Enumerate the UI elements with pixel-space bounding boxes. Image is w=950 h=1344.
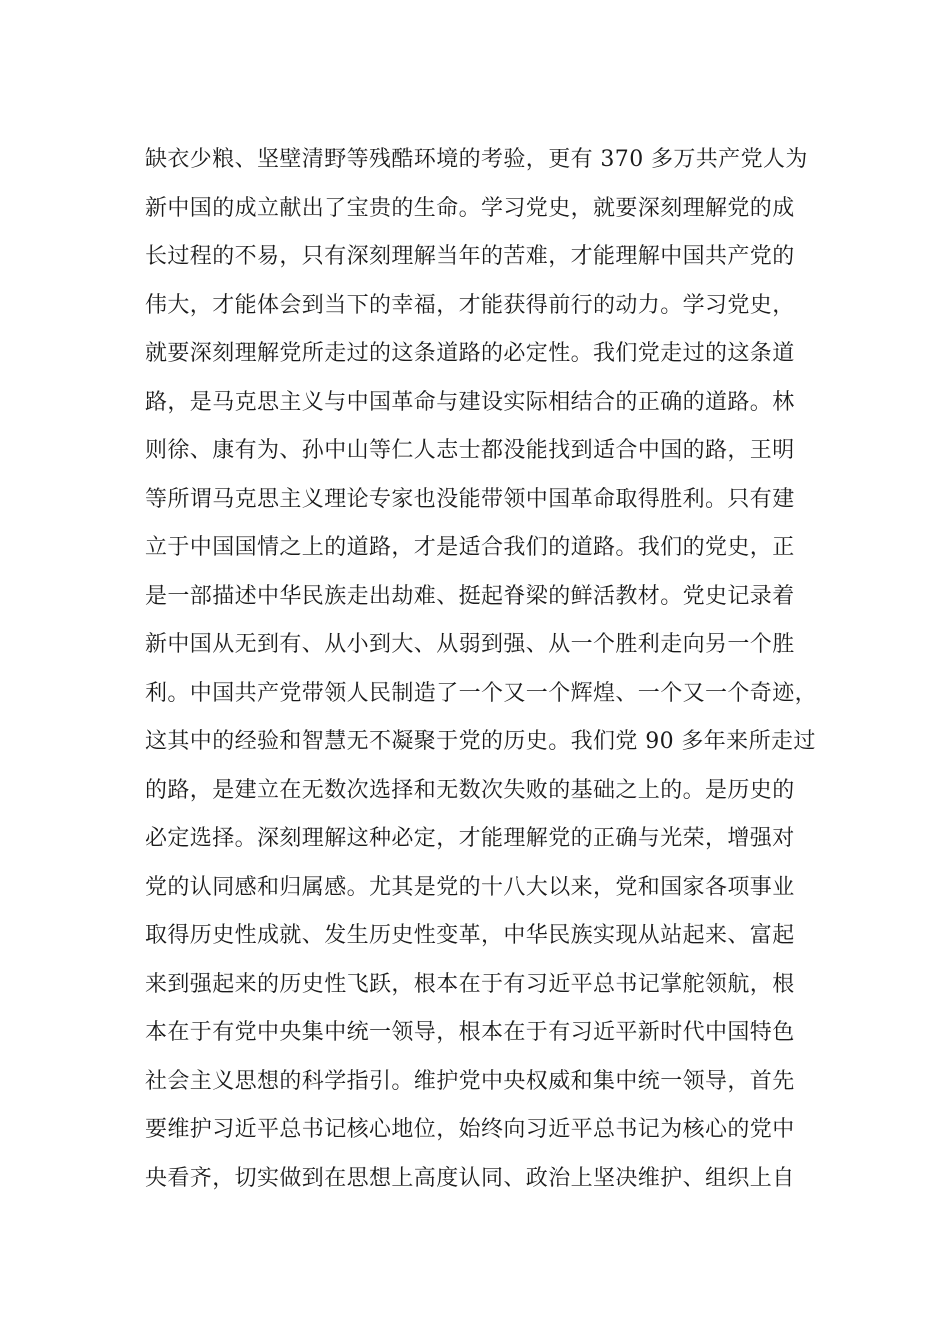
text-line: 缺衣少粮、坚壁清野等残酷环境的考验，更有 370 多万共产党人为 bbox=[145, 147, 808, 172]
text-line: 社会主义思想的科学指引。维护党中央权威和集中统一领导，首先 bbox=[145, 1068, 795, 1094]
text-line: 的路，是建立在无数次选择和无数次失败的基础之上的。是历史的 bbox=[145, 777, 795, 803]
text-line: 等所谓马克思主义理论专家也没能带领中国革命取得胜利。只有建 bbox=[145, 486, 795, 512]
text-line: 则徐、康有为、孙中山等仁人志士都没能找到适合中国的路，王明 bbox=[145, 438, 795, 463]
text-line: 就要深刻理解党所走过的这条道路的必定性。我们党走过的这条道 bbox=[145, 341, 795, 366]
text-line: 是一部描述中华民族走出劫难、挺起脊梁的鲜活教材。党史记录着 bbox=[145, 583, 795, 609]
text-line: 路，是马克思主义与中国革命与建设实际相结合的正确的道路。林 bbox=[145, 389, 795, 415]
text-line: 伟大，才能体会到当下的幸福，才能获得前行的动力。学习党史， bbox=[145, 292, 795, 318]
text-line: 新中国从无到有、从小到大、从弱到强、从一个胜利走向另一个胜 bbox=[145, 632, 795, 657]
text-line: 央看齐，切实做到在思想上高度认同、政治上坚决维护、组织上自 bbox=[145, 1165, 795, 1191]
text-line: 长过程的不易，只有深刻理解当年的苦难，才能理解中国共产党的 bbox=[145, 244, 795, 269]
text-line: 来到强起来的历史性飞跃，根本在于有习近平总书记掌舵领航，根 bbox=[145, 971, 795, 997]
text-line: 新中国的成立献出了宝贵的生命。学习党史，就要深刻理解党的成 bbox=[145, 195, 795, 221]
body-paragraph bbox=[145, 136, 825, 1203]
text-line: 利。中国共产党带领人民制造了一个又一个辉煌、一个又一个奇迹， bbox=[145, 680, 818, 706]
text-line: 取得历史性成就、发生历史性变革，中华民族实现从站起来、富起 bbox=[145, 923, 795, 948]
text-line: 立于中国国情之上的道路，才是适合我们的道路。我们的党史，正 bbox=[145, 535, 795, 560]
text-line: 必定选择。深刻理解这种必定，才能理解党的正确与光荣，增强对 bbox=[145, 826, 795, 851]
text-line: 这其中的经验和智慧无不凝聚于党的历史。我们党 90 多年来所走过 bbox=[145, 729, 816, 754]
text-line: 要维护习近平总书记核心地位，始终向习近平总书记为核心的党中 bbox=[145, 1117, 795, 1142]
text-line: 本在于有党中央集中统一领导，根本在于有习近平新时代中国特色 bbox=[145, 1020, 795, 1045]
text-line: 党的认同感和归属感。尤其是党的十八大以来，党和国家各项事业 bbox=[145, 874, 795, 900]
